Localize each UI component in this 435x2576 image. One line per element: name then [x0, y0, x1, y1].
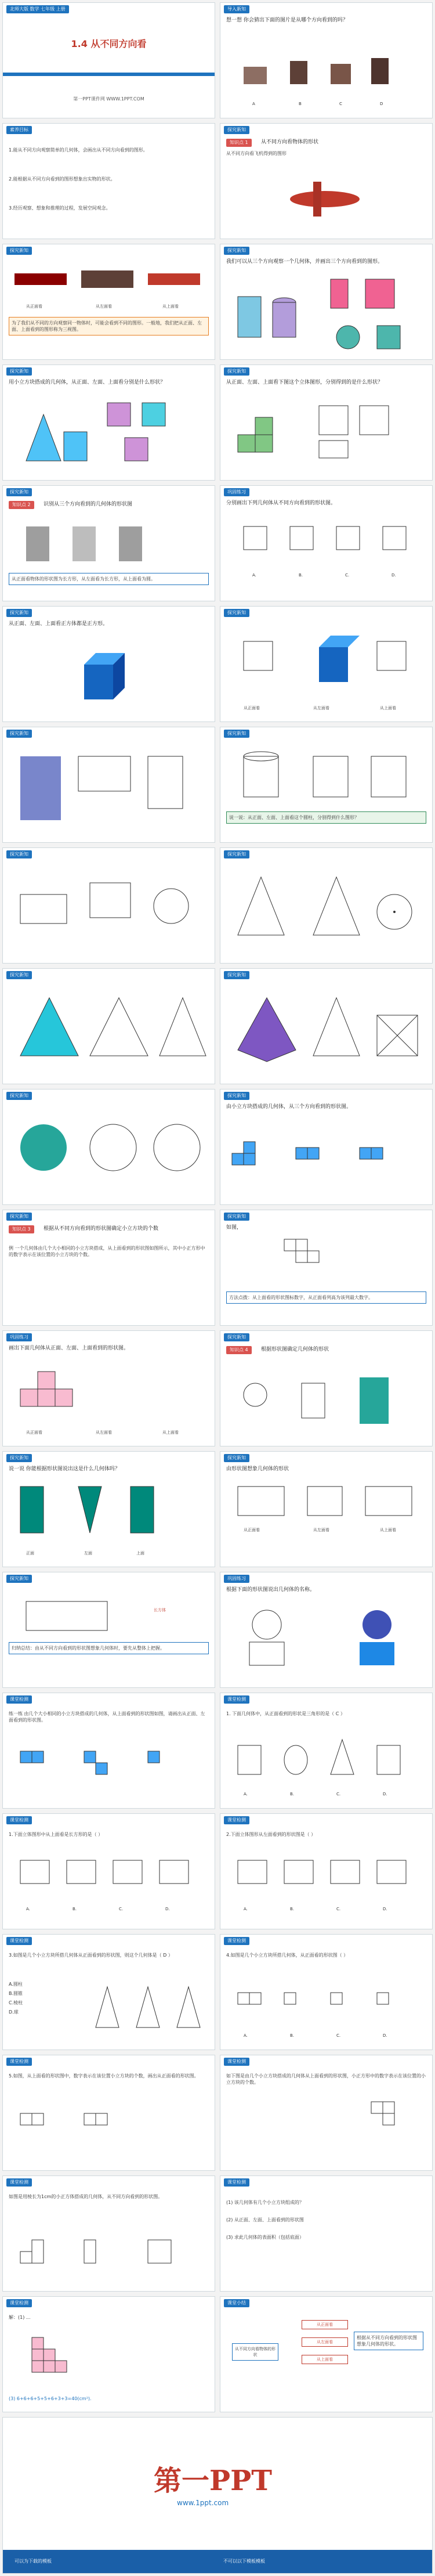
option-c: C. [119, 1907, 124, 1911]
answer-grids [14, 2102, 200, 2160]
cylinder-views [226, 745, 426, 809]
objective-1: 1.能从不同方向观察简单的几何体，会画出从不同方向看到的图形。 [9, 147, 148, 153]
airplane-views [9, 262, 206, 302]
slide-tag: 探究新知 [224, 850, 249, 858]
slide-views-airplane [2, 244, 215, 360]
option-d: D. [165, 1907, 170, 1911]
option-d: D. [383, 2033, 387, 2038]
cube-stack [232, 400, 302, 470]
slide-tag: 探究新知 [224, 730, 249, 738]
summary-front: 从正面看 [302, 2320, 348, 2329]
slide-text: 说一说 你能根据形状图说出这是什么几何体吗？ [9, 1466, 120, 1472]
slide-text: 从正面、左面、上面看下图这个立体图形，分别得到的是什么形状？ [226, 380, 383, 385]
cylinder-illustration [14, 521, 200, 567]
label-top: 从上面看 [380, 1528, 396, 1532]
slide-knowledge-1 [220, 123, 433, 239]
solids-illustration [226, 273, 313, 355]
sphere-views [9, 1113, 209, 1182]
slide-tag: 探究新知 [6, 488, 32, 496]
objective-2: 2.能根据从不同方向看到的图形想象出实物的形状。 [9, 176, 115, 182]
slide-practice-3 [220, 1572, 433, 1688]
cube-views [102, 397, 206, 472]
summary-center: 从不同方向看物体的形状 [232, 2343, 278, 2361]
slide-intro [220, 2, 433, 118]
label-front: 从正面看 [244, 706, 260, 710]
tri-pyramid-views [9, 986, 209, 1079]
exercise-grids [14, 1745, 200, 1803]
slide-sphere [2, 1089, 215, 1205]
note-text: 归纳总结：由从不同方向看到的形状图想象几何体时，要先从整体上把握。 [9, 1642, 209, 1654]
slide-tag: 课堂检测 [6, 2058, 32, 2066]
slide-tag: 探究新知 [6, 971, 32, 979]
option-c: C.棱柱 [9, 2000, 23, 2005]
chess-pieces-illustration [232, 32, 418, 90]
cuboid-illustration [14, 1590, 130, 1636]
option-d: D.球 [9, 2009, 19, 2015]
option-b: B [299, 102, 302, 106]
option-b: B.圆锥 [9, 1991, 23, 1996]
number-grid [365, 2096, 412, 2142]
knowledge-sub: 从不同方向看飞机得到的图形 [226, 151, 287, 156]
slide-tag: 课堂检测 [6, 2299, 32, 2307]
slide-tag: 探究新知 [224, 971, 249, 979]
footer-right: 不可以以下模板模板 [223, 2559, 265, 2564]
watermark-text: 第一PPT课件网 WWW.1PPT.COM [73, 96, 144, 102]
shape-options [14, 1849, 200, 1901]
slide-exercise-2 [220, 1693, 433, 1809]
slide-tag: 课堂检测 [224, 1816, 249, 1824]
slide-cubes-composite [220, 365, 433, 481]
slide-tag: 巩固练习 [224, 1575, 249, 1583]
option-b: B. [72, 1907, 77, 1911]
exercise-text: 练一练 由几个大小相同的小立方块搭成的几何体，从上面看到的形状图如图，请画出从正面、左面看到的形状图。 [9, 1711, 205, 1723]
label-top: 从上面看 [380, 706, 396, 710]
slide-tag: 课堂检测 [6, 2178, 32, 2187]
summary-left: 从左面看 [302, 2337, 348, 2347]
slide-tag: 探究新知 [224, 126, 249, 134]
label-left: 从左面看 [96, 304, 112, 309]
slide-exercise-8 [220, 2055, 433, 2171]
slide-method [220, 1210, 433, 1326]
slide-summary [220, 2296, 433, 2412]
pink-cubes [14, 1360, 102, 1418]
slide-tag: 课堂检测 [6, 1695, 32, 1704]
slide-text: 由形状图想象几何体的形状 [226, 1466, 289, 1472]
prism-views [9, 745, 209, 838]
answer-text: (3) 6+6+6+5+5+6+3+3=40(cm²). [9, 2396, 92, 2401]
option-d: D. [383, 1907, 387, 1911]
options-shapes [238, 521, 412, 567]
slide-cylinder-2 [2, 847, 215, 964]
slide-cube-views [2, 606, 215, 722]
slide-tag: 课堂检测 [224, 1695, 249, 1704]
label-top: 上面 [136, 1551, 144, 1556]
option-c: C. [336, 1792, 341, 1796]
knowledge-badge: 知识点 2 [9, 501, 34, 509]
slide-tag: 课堂检测 [224, 1937, 249, 1945]
label-left: 左面 [84, 1551, 92, 1556]
knowledge-title: 根据从不同方向看到的形状图确定小立方块的个数 [44, 1226, 159, 1232]
logo-text: 第一PPT [154, 2465, 272, 2497]
slide-tri-pyramid [2, 968, 215, 1084]
slide-tag: 课堂小结 [224, 2299, 249, 2307]
slide-tag: 探究新知 [224, 247, 249, 255]
slide-practice-2 [2, 1330, 215, 1446]
slide-sq-pyramid [220, 968, 433, 1084]
airplane-illustration [278, 170, 371, 228]
grid-views [313, 400, 423, 464]
slide-cylinder [220, 727, 433, 843]
option-c: C. [336, 2033, 341, 2038]
slide-tag: 探究新知 [6, 730, 32, 738]
slide-tag: 课堂检测 [6, 1816, 32, 1824]
label-top: 从上面看 [162, 1430, 179, 1435]
option-a: A [252, 102, 255, 106]
label-top: 从上面看 [162, 304, 179, 309]
slide-exercise-5 [2, 1934, 215, 2050]
slide-knowledge-3 [2, 1210, 215, 1326]
summary-top: 从上面看 [302, 2355, 348, 2364]
tri-prism-views [14, 1481, 200, 1550]
slide-knowledge-4 [220, 1330, 433, 1446]
rect-views [232, 1481, 418, 1550]
slide-text: 画出下面几何体从正面、左面、上面看到的形状图。 [9, 1345, 129, 1351]
note-text: 为了我们从不同的方向观察同一物体时，可能会看到不同的图形。一般地，我们把从正面、左面、上面看到的图形称为三视图。 [9, 317, 209, 335]
slide-summary-cuboid [2, 1572, 215, 1688]
slide-objectives [2, 123, 215, 239]
slide-text: 如图， [226, 1225, 242, 1231]
slide-exercise-6 [220, 1934, 433, 2050]
option-a: A.圆柱 [9, 1982, 23, 1987]
slide-tag: 探究新知 [6, 247, 32, 255]
option-a: A. [252, 573, 256, 578]
exercise-text: 3.如图是几个小立方块所搭几何体从正面看到的形状图，则这个几何体是（ D ） [9, 1953, 173, 1958]
slide-tag: 探究新知 [6, 1092, 32, 1100]
slide-tag: 课堂检测 [6, 1937, 32, 1945]
label-front: 从正面看 [26, 304, 42, 309]
views-drawing [325, 273, 423, 355]
footer-bar [3, 2550, 432, 2573]
option-a: A. [244, 2033, 248, 2038]
cube-3d [72, 641, 142, 711]
knowledge-title: 识别从三个方向看到的几何体的形状图 [44, 502, 133, 507]
slide-imagine [220, 1451, 433, 1567]
question-2: (2) 从正面、左面、上面看到的形状图 [226, 2217, 304, 2223]
slide-prism-views [2, 1451, 215, 1567]
slide-cube-views-2 [220, 606, 433, 722]
slide-text: 分别画出下列几何体从不同方向看到的形状图。 [226, 500, 336, 506]
slide-exercise-3 [2, 1813, 215, 1929]
label-left: 从左面看 [96, 1430, 112, 1435]
slide-tag: 巩固练习 [224, 488, 249, 496]
slide-tag: 探究新知 [6, 367, 32, 376]
logo-url: www.1ppt.com [177, 2499, 229, 2507]
slide-tag: 探究新知 [224, 1454, 249, 1462]
cube-and-views [232, 630, 418, 699]
option-d: D. [383, 1792, 387, 1796]
intro-text: 想一想 你会猜出下面的图片是从哪个方向看到的吗？ [226, 17, 348, 23]
exercise-text: 4.如图是几个小立方块所搭几何体，从正面看的形状图（ ） [226, 1953, 349, 1958]
summary-note: 根据从不同方向看到的形状图想象几何体的形状。 [354, 2332, 423, 2350]
shape-views [232, 1366, 418, 1435]
option-b: B. [290, 2033, 295, 2038]
example-text: 例 一个几何体由几个大小相同的小立方块搭成，从上面看到的形状图如图所示，其中小正方形中的数字表示在该位置的小立方块的个数。 [9, 1246, 205, 1257]
slide-exercise-4 [220, 1813, 433, 1929]
exercise-text: 5.如图，从上面看的形状图中，数字表示在该位置小立方块的个数，画出从正面看的形状图。 [9, 2073, 199, 2079]
slide-tag: 导入新知 [224, 5, 249, 13]
cone-views [226, 865, 426, 958]
option-a: A. [26, 1907, 30, 1911]
option-d: D. [392, 573, 396, 578]
slide-tag: 探究新知 [224, 367, 249, 376]
slide-tag: 探究新知 [6, 1575, 32, 1583]
exercise-text: 如下图是由几个小立方块搭成的几何体从上面看到的形状图，小正方形中的数字表示在该位置的小立方块的个数。 [226, 2073, 426, 2085]
header-tag: 北师大版 数学 七年级 上册 [6, 5, 69, 13]
note-text: 方法点拨：从上面看的形状图标数字，从正面看列高为该列最大数字。 [226, 1291, 426, 1304]
slide-tag: 巩固练习 [6, 1333, 32, 1341]
stack-options [232, 1975, 418, 2033]
view-options [232, 1849, 418, 1907]
decor-band [3, 73, 215, 76]
label-left: 从左面看 [313, 1528, 329, 1532]
label-front: 从正面看 [26, 1430, 42, 1435]
slide-tag: 探究新知 [6, 1213, 32, 1221]
slide-prism [2, 727, 215, 843]
slide-tag: 探究新知 [224, 1092, 249, 1100]
slide-practice-1 [220, 485, 433, 601]
knowledge-badge: 知识点 4 [226, 1346, 252, 1354]
slide-tag: 探究新知 [6, 850, 32, 858]
slide-cone [220, 847, 433, 964]
pyramid-illustration [9, 397, 96, 472]
sq-pyramid-views [226, 986, 426, 1079]
slide-tag: 探究新知 [6, 609, 32, 617]
slide-text: 我们可以从三个方向观察一个几何体，并画出三个方向看到的图形。 [226, 259, 383, 265]
slide-tag: 探究新知 [6, 1454, 32, 1462]
slide-solids-views [220, 244, 433, 360]
answer-grid [26, 2332, 96, 2384]
slide-knowledge-2 [2, 485, 215, 601]
label-front: 正面 [26, 1551, 34, 1556]
slide-footer-logo [2, 2417, 433, 2574]
slide-answer [2, 2296, 215, 2412]
option-c: C [339, 102, 342, 106]
slide-exercise-9 [2, 2175, 215, 2292]
triangle-views [90, 1981, 206, 2039]
exercise-text: 1.下面立体图形中从上面看是长方形的是（ ） [9, 1832, 103, 1837]
question-1: (1) 该几何体有几个小立方块组成的？ [226, 2200, 304, 2205]
answer-start: 解：(1) ... [9, 2315, 31, 2320]
option-b: B. [290, 1907, 295, 1911]
knowledge-badge: 知识点 3 [9, 1225, 34, 1233]
question-text: 说一说：从正面、左面、上面看这个圆柱，分别得到什么图形？ [226, 811, 426, 824]
question-3: (3) 求此几何体的表面积（包括底面） [226, 2235, 304, 2240]
option-b: B. [299, 573, 303, 578]
label-left: 从左面看 [313, 706, 329, 710]
sphere-cube [232, 1601, 418, 1677]
objective-3: 3.经历观察、想象和推理的过程，发展空间观念。 [9, 205, 111, 211]
option-b: B. [290, 1792, 295, 1796]
lesson-title: 1.4 从不同方向看 [71, 38, 147, 49]
footer-left: 可以为下载的模板 [14, 2559, 52, 2564]
option-d: D [380, 102, 383, 106]
slide-exercise-10 [220, 2175, 433, 2292]
slide-text: 根据下面的形状图说出几何体的名称。 [226, 1587, 316, 1593]
slide-tag: 探究新知 [224, 1213, 249, 1221]
exercise-text: 2.下面立体图形从左面看到的形状图是（ ） [226, 1832, 316, 1837]
stack-views [226, 1130, 426, 1188]
option-c: C. [336, 1907, 341, 1911]
slide-title [2, 2, 215, 118]
knowledge-title: 从不同方向看物体的形状 [261, 139, 319, 145]
slide-tag: 课堂检测 [224, 2178, 249, 2187]
knowledge-badge: 知识点 1 [226, 139, 252, 147]
knowledge-title: 根据形状图确定几何体的形状 [261, 1347, 329, 1352]
solid-options [232, 1734, 418, 1786]
option-a: A. [244, 1792, 248, 1796]
exercise-text: 1. 下面几何体中，从正面看到的形状是三角形的是（ C ） [226, 1711, 345, 1716]
slide-tag: 探究新知 [224, 1333, 249, 1341]
option-c: C. [345, 573, 350, 578]
slide-text: 由小立方块搭成的几何体，从三个方向看到的形状图。 [226, 1104, 352, 1110]
slide-tag: 探究新知 [224, 609, 249, 617]
slide-text: 用小立方块搭成的几何体，从正面、左面、上面看分别是什么形状？ [9, 380, 166, 385]
cuboid-label: 长方体 [154, 1608, 166, 1612]
cylinder-side-views [9, 871, 209, 953]
slide-tag: 素养目标 [6, 126, 32, 134]
slide-cubes-views [2, 365, 215, 481]
slide-exercise-7 [2, 2055, 215, 2171]
slide-text: 从正面、左面、上面看正方体都是正方形。 [9, 621, 108, 627]
slide-exercise-1 [2, 1693, 215, 1809]
label-front: 从正面看 [244, 1528, 260, 1532]
exercise-text: 如图是用棱长为1cm的小正方体搭成的几何体，从不同方向看到的形状图。 [9, 2194, 163, 2199]
slide-tag: 课堂检测 [224, 2058, 249, 2066]
note-text: 从正面看物体的形状图为长方形，从左面看为长方形，从上面看为圆。 [9, 573, 209, 585]
option-a: A. [244, 1907, 248, 1911]
slide-stack-views [220, 1089, 433, 1205]
step-views [14, 2223, 200, 2281]
grid-answer [278, 1233, 371, 1286]
